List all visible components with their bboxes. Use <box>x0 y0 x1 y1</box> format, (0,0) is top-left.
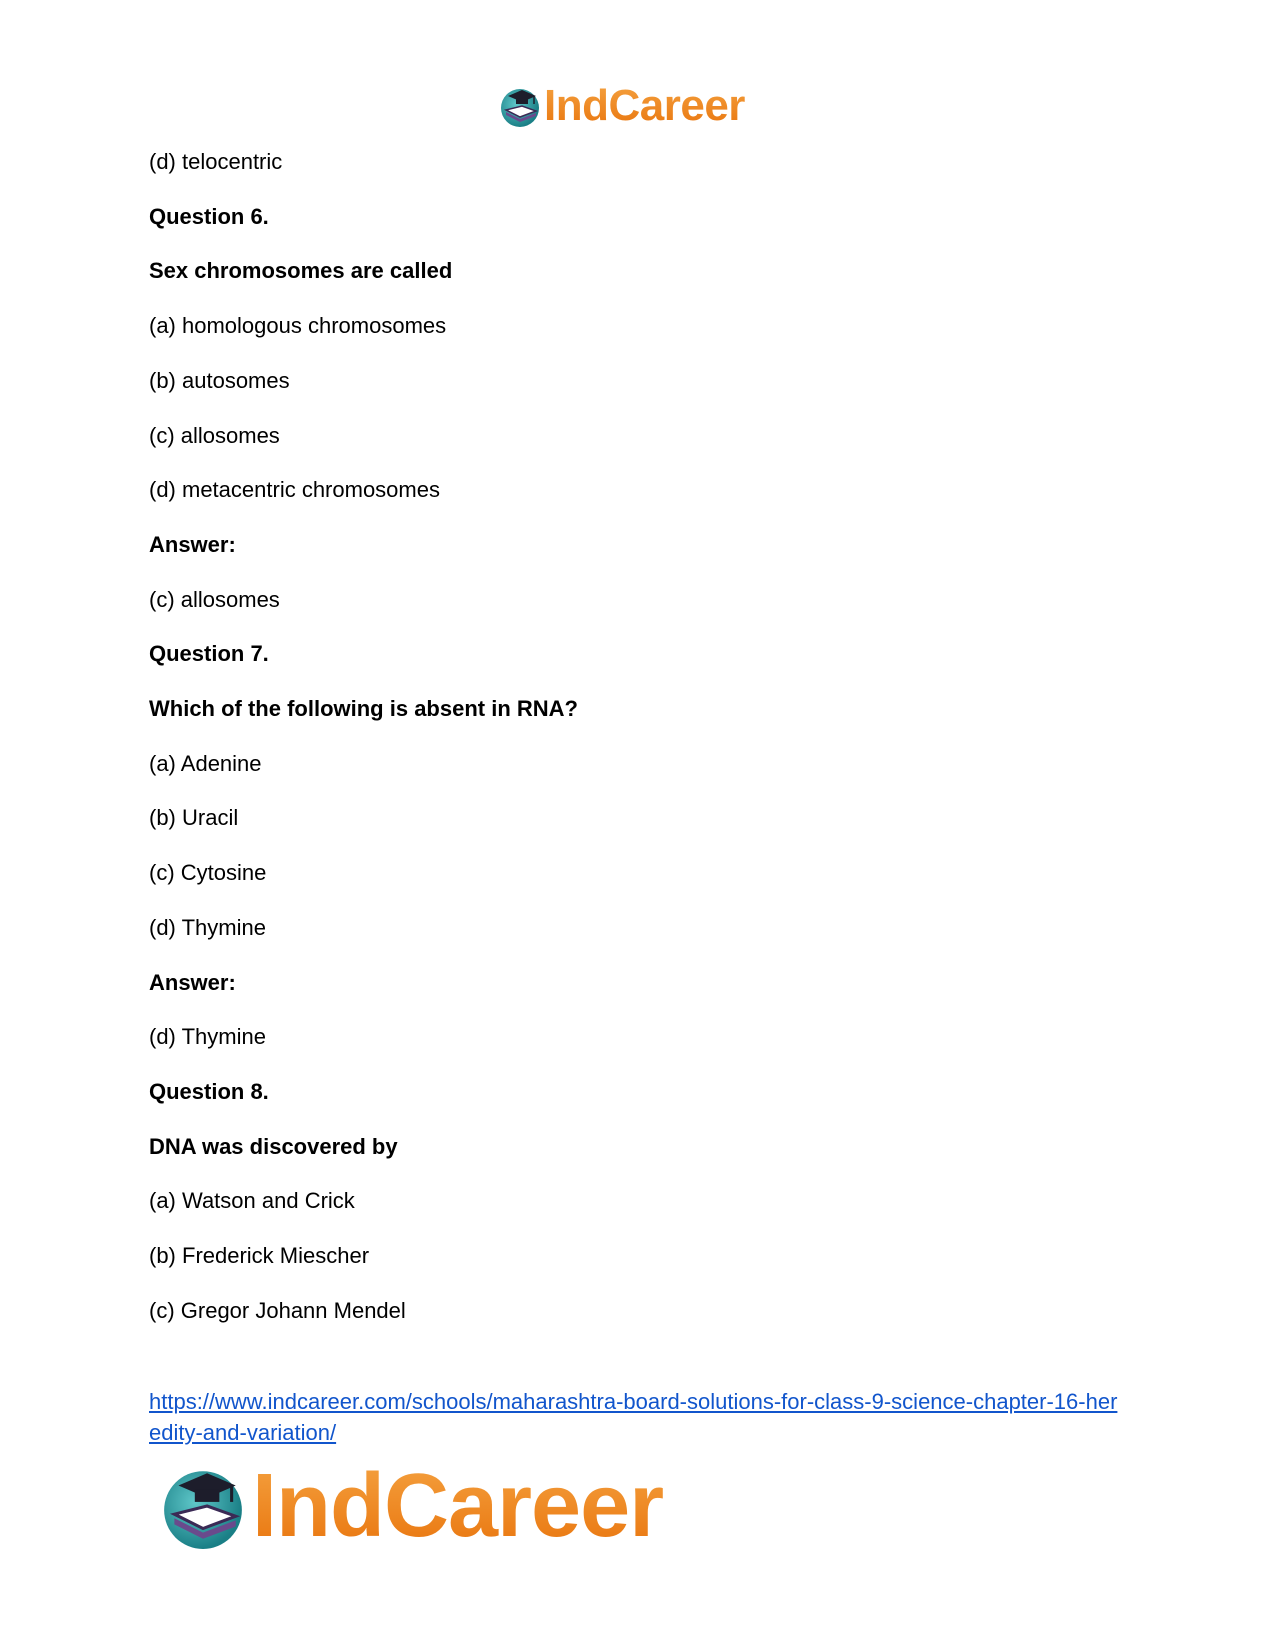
source-link[interactable]: https://www.indcareer.com/schools/maharashtra-board-solutions-for-class-9-science-chapter-16-heredity-and-variation/ <box>149 1389 1118 1445</box>
text-line: (b) Uracil <box>149 805 239 830</box>
text-line: (d) metacentric chromosomes <box>149 477 440 502</box>
header-logo <box>498 76 745 136</box>
text-line: (c) Cytosine <box>149 860 267 885</box>
graduation-book-globe-icon <box>498 84 542 128</box>
heading-line: Question 6. <box>149 204 269 229</box>
text-line: (d) telocentric <box>149 149 283 174</box>
heading-line: DNA was discovered by <box>149 1134 398 1159</box>
brand-wordmark: IndCareer <box>252 1456 664 1556</box>
heading-line: Question 7. <box>149 641 269 666</box>
text-line: (b) autosomes <box>149 368 290 393</box>
heading-line: Question 8. <box>149 1079 269 1104</box>
brand-wordmark: IndCareer <box>544 81 745 130</box>
heading-line: Sex chromosomes are called <box>149 258 453 283</box>
footer-logo <box>158 1456 663 1556</box>
heading-line: Answer: <box>149 970 236 995</box>
graduation-book-globe-icon <box>158 1461 248 1551</box>
heading-line: Which of the following is absent in RNA? <box>149 696 578 721</box>
text-line: (a) homologous chromosomes <box>149 313 447 338</box>
text-line: (a) Watson and Crick <box>149 1188 355 1213</box>
text-line: (d) Thymine <box>149 915 266 940</box>
text-line: (d) Thymine <box>149 1024 266 1049</box>
text-line: (c) Gregor Johann Mendel <box>149 1298 406 1323</box>
text-line: (c) allosomes <box>149 587 280 612</box>
heading-line: Answer: <box>149 532 236 557</box>
text-line: (b) Frederick Miescher <box>149 1243 370 1268</box>
text-line: (c) allosomes <box>149 423 280 448</box>
text-line: (a) Adenine <box>149 751 262 776</box>
